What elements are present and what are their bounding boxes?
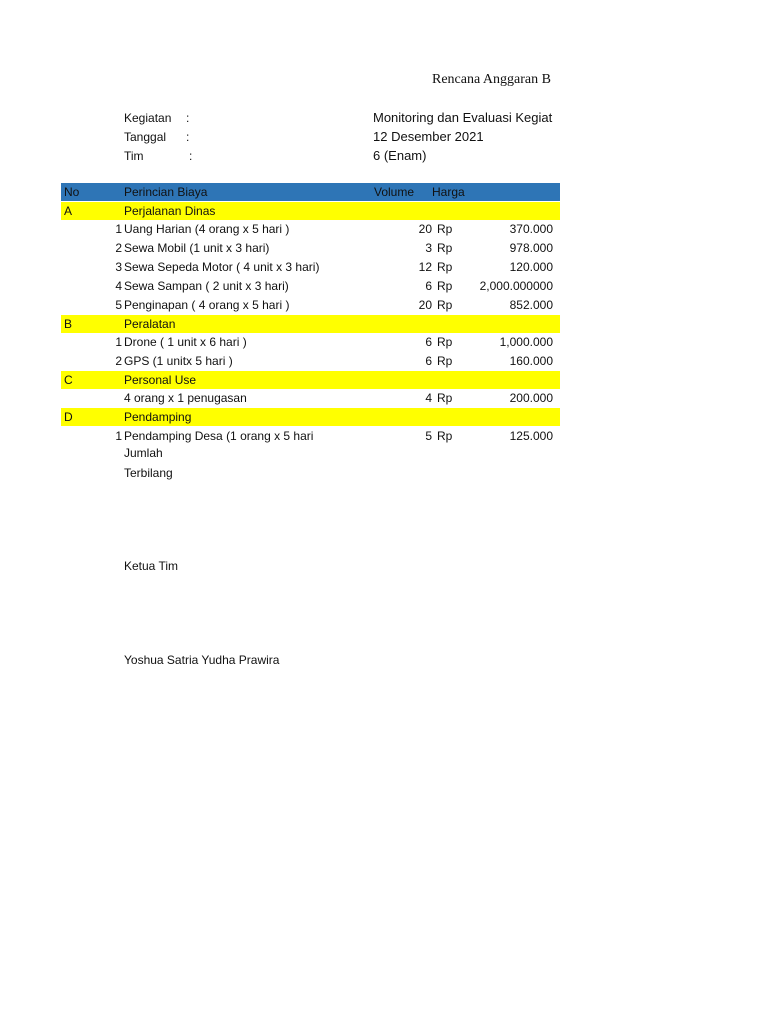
item-desc: Uang Harian (4 orang x 5 hari ) (124, 222, 290, 236)
section-code: C (64, 373, 73, 387)
section-code: D (64, 410, 73, 424)
header-no: No (64, 185, 80, 199)
signature-name: Yoshua Satria Yudha Prawira (124, 653, 280, 667)
item-desc: Drone ( 1 unit x 6 hari ) (124, 335, 247, 349)
item-index: 4 (115, 279, 122, 293)
item-currency: Rp (437, 335, 453, 349)
item-volume: 20 (418, 222, 432, 236)
item-price: 978.000 (509, 241, 553, 255)
table-header-row (61, 183, 560, 201)
header-harga: Harga (432, 185, 465, 199)
table-row (61, 239, 560, 257)
item-price: 160.000 (509, 354, 553, 368)
item-desc: 4 orang x 1 penugasan (124, 391, 247, 405)
item-currency: Rp (437, 298, 453, 312)
item-price: 200.000 (509, 391, 553, 405)
item-currency: Rp (437, 222, 453, 236)
item-currency: Rp (437, 241, 453, 255)
item-price: 370.000 (509, 222, 553, 236)
item-volume: 6 (425, 354, 432, 368)
table-row (61, 277, 560, 295)
terbilang-label: Terbilang (124, 466, 173, 480)
item-index: 3 (115, 260, 122, 274)
item-index: 2 (115, 241, 122, 255)
table-row (61, 427, 560, 445)
item-volume: 3 (425, 241, 432, 255)
info-label-tim: Tim (124, 149, 144, 163)
item-index: 2 (115, 354, 122, 368)
section-code: A (64, 204, 73, 218)
info-colon: : (189, 149, 193, 163)
item-volume: 4 (425, 391, 432, 405)
section-row-d (61, 408, 560, 426)
info-colon: : (186, 130, 190, 144)
section-name: Perjalanan Dinas (124, 204, 216, 218)
item-price: 120.000 (509, 260, 553, 274)
section-row-a (61, 202, 560, 220)
section-row-b (61, 315, 560, 333)
info-value-tanggal: 12 Desember 2021 (373, 129, 484, 144)
item-desc: GPS (1 unitx 5 hari ) (124, 354, 233, 368)
table-row (61, 352, 560, 370)
item-volume: 6 (425, 279, 432, 293)
header-perincian: Perincian Biaya (124, 185, 208, 199)
table-row (61, 333, 560, 351)
section-code: B (64, 317, 73, 331)
info-value-kegiatan: Monitoring dan Evaluasi Kegiat (373, 110, 553, 125)
info-colon: : (186, 111, 190, 125)
item-volume: 6 (425, 335, 432, 349)
signature-role: Ketua Tim (124, 559, 179, 573)
item-desc: Sewa Mobil (1 unit x 3 hari) (124, 241, 270, 255)
item-desc: Sewa Sampan ( 2 unit x 3 hari) (124, 279, 289, 293)
section-row-c (61, 371, 560, 389)
header-volume: Volume (374, 185, 415, 199)
section-name: Personal Use (124, 373, 197, 387)
item-desc: Penginapan ( 4 orang x 5 hari ) (124, 298, 290, 312)
table-row (61, 389, 560, 407)
item-currency: Rp (437, 279, 453, 293)
item-volume: 5 (425, 429, 432, 443)
item-price: 1,000.000 (499, 335, 553, 349)
table-row (61, 220, 560, 238)
section-name: Pendamping (124, 410, 192, 424)
item-currency: Rp (437, 354, 453, 368)
jumlah-label: Jumlah (124, 446, 163, 460)
item-price: 852.000 (509, 298, 553, 312)
info-value-tim: 6 (Enam) (373, 148, 427, 163)
table-row (61, 296, 560, 314)
section-name: Peralatan (124, 317, 176, 331)
item-currency: Rp (437, 429, 453, 443)
item-currency: Rp (437, 391, 453, 405)
info-label-tanggal: Tanggal (124, 130, 167, 144)
item-price: 125.000 (509, 429, 553, 443)
item-volume: 12 (418, 260, 432, 274)
info-label-kegiatan: Kegiatan (124, 111, 172, 125)
item-desc: Pendamping Desa (1 orang x 5 hari (124, 429, 314, 443)
table-row (61, 258, 560, 276)
item-desc: Sewa Sepeda Motor ( 4 unit x 3 hari) (124, 260, 320, 274)
item-currency: Rp (437, 260, 453, 274)
item-volume: 20 (418, 298, 432, 312)
item-index: 1 (115, 335, 122, 349)
item-index: 1 (115, 222, 122, 236)
item-price: 2,000.000000 (479, 279, 553, 293)
item-index: 1 (115, 429, 122, 443)
item-index: 5 (115, 298, 122, 312)
document-title: Rencana Anggaran B (432, 72, 551, 87)
